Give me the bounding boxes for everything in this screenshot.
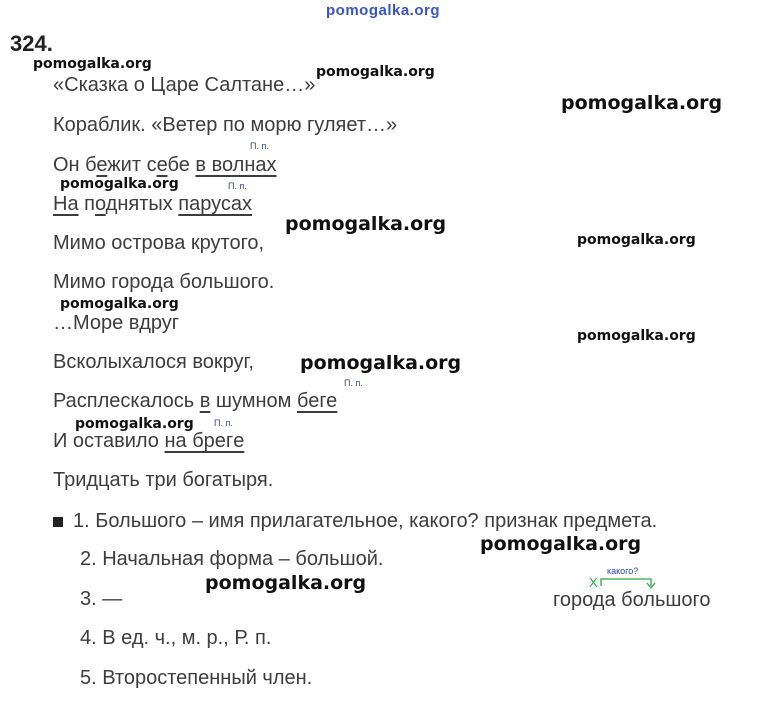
analysis-item-3: 3. — [80,588,123,610]
line9-part-c: шумном [210,390,297,412]
pp-label-1: П. п. [250,141,269,151]
watermark-10: pomogalka.org [75,416,194,432]
diagram-phrase: города большого [553,589,711,611]
watermark-4: pomogalka.org [60,176,179,192]
line3-part-c: жит с [107,154,157,176]
poem-line-10 [53,430,244,453]
diagram-x-mark: X [589,575,598,590]
analysis-item-5: 5. Второстепенный член. [80,667,313,689]
pp-label-2: П. п. [228,181,247,191]
line3-vowel-2: е [156,154,168,176]
line9-part-a: Расплескалось [53,390,200,412]
watermark-6: pomogalka.org [577,232,696,248]
poem-line-7: …Море вдруг [53,312,180,334]
line10-phrase-on-shore: на брегe [164,430,245,452]
watermark-5: pomogalka.org [285,213,447,235]
watermark-12: pomogalka.org [205,572,367,594]
watermark-11: pomogalka.org [480,533,642,555]
line9-word-run: беге [296,390,338,412]
line3-phrase-in-waves: в волнах [195,154,277,176]
analysis-item-1 [53,510,657,533]
line3-part-a: Он б [53,154,97,176]
analysis-item-4: 4. В ед. ч., м. р., Р. п. [80,627,272,649]
line4-word-sails: парусах [178,193,253,215]
line10-part-a: И оставило [53,430,165,452]
exercise-number: 324. [10,31,53,56]
bullet-square-icon [53,517,63,527]
poem-line-4 [53,193,252,216]
poem-line-9 [53,390,337,413]
watermark-2: pomogalka.org [316,64,435,80]
watermark-9: pomogalka.org [300,352,462,374]
line3-vowel-1: е [96,154,108,176]
pp-label-4: П. п. [214,418,233,428]
poem-line-3 [53,154,277,177]
poem-line-5: Мимо острова крутого, [53,232,265,254]
diagram-arrow-icon [599,576,659,590]
poem-line-ship: Кораблик. «Ветер по морю гуляет…» [53,114,398,136]
watermark-1: pomogalka.org [33,56,152,72]
line9-preposition: в [199,390,211,412]
analysis-item-1-text: 1. Большого – имя прилагательное, какого? признак предмета. [73,510,658,532]
watermark-8: pomogalka.org [577,328,696,344]
poem-line-6: Мимо города большого. [53,271,275,293]
line4-preposition: На [53,193,79,215]
line4-vowel: о [94,193,106,215]
line3-part-e: бе [167,154,196,176]
watermark-3: pomogalka.org [561,92,723,114]
poem-title-line: «Сказка о Царе Салтане…» [53,74,316,96]
poem-line-11: Тридцать три богатыря. [53,469,274,491]
pp-label-3: П. п. [344,378,363,388]
line4-part-b: п [78,193,95,215]
diagram-question: какого? [607,566,639,576]
line4-part-d: днятых [105,193,179,215]
analysis-item-2: 2. Начальная форма – большой. [80,548,384,570]
poem-line-8: Всколыхалося вокруг, [53,351,254,373]
top-watermark: pomogalka.org [326,2,441,19]
watermark-7: pomogalka.org [60,296,179,312]
